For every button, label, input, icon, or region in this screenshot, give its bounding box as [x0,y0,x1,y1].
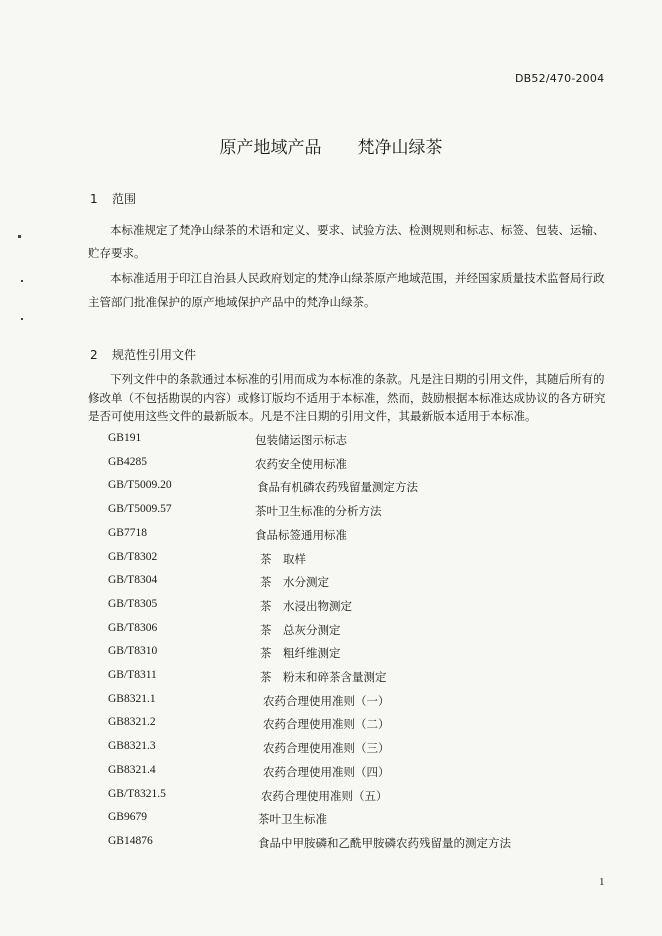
reference-code: GB4285 [108,456,147,468]
reference-code: GB7718 [108,527,147,539]
reference-title: 茶 取样 [260,552,306,566]
reference-code: GB/T8302 [108,551,158,563]
section-1-title: 范围 [112,192,137,206]
reference-title: 茶 粉末和碎茶含量测定 [260,670,387,684]
scan-speck [21,280,23,282]
title-part-1: 原产地域产品 [219,138,322,158]
section-2-title: 规范性引用文件 [112,348,197,362]
reference-code: GB9679 [108,811,147,823]
s1-para2-line1: 本标准适用于印江自治县人民政府划定的梵净山绿茶原产地域范围，并经国家质量技术监督局行政 [110,271,605,285]
reference-title: 农药合理使用准则（一） [263,694,390,708]
reference-title: 农药合理使用准则（三） [263,741,390,755]
reference-title: 农药合理使用准则（二） [263,717,390,731]
reference-code: GB14876 [108,835,153,847]
standard-number: DB52/470-2004 [515,72,605,85]
reference-title: 农药合理使用准则（五） [261,789,388,803]
reference-title: 农药安全使用标准 [255,457,347,471]
section-1-number: 1 [90,192,98,206]
s1-para1-line2: 贮存要求。 [88,246,146,260]
s1-para1-line1: 本标准规定了梵净山绿茶的术语和定义、要求、试验方法、检测规则和标志、标签、包装、运输、 [110,223,605,237]
reference-title: 食品标签通用标准 [255,528,347,542]
reference-code: GB/T5009.20 [108,479,172,491]
section-2-number: 2 [90,348,98,362]
s2-intro-line1: 下列文件中的条款通过本标准的引用而成为本标准的条款。凡是注日期的引用文件，其随后所有的 [110,372,605,386]
s2-intro-line3: 是否可使用这些文件的最新版本。凡是不注日期的引用文件，其最新版本适用于本标准。 [88,409,537,423]
reference-title: 食品中甲胺磷和乙酰甲胺磷农药残留量的测定方法 [258,836,511,850]
reference-title: 食品有机磷农药残留量测定方法 [257,480,418,494]
reference-title: 茶 水浸出物测定 [260,599,352,613]
reference-title: 茶叶卫生标准的分析方法 [255,504,382,518]
section-2-heading [90,346,196,363]
s2-intro-line2: 修改单（不包括勘误的内容）或修订版均不适用于本标准，然而，鼓励根据本标准达成协议的各方研究 [88,391,606,405]
reference-code: GB/T8310 [108,645,158,657]
scan-speck [18,235,21,238]
reference-code: GB191 [108,432,142,444]
title-part-2: 梵净山绿茶 [357,138,443,158]
s1-para2-line2: 主管部门批准保护的原产地域保护产品中的梵净山绿茶。 [88,295,376,309]
reference-title: 包装储运图示标志 [255,433,347,447]
reference-code: GB/T8311 [108,669,157,681]
reference-code: GB/T8304 [108,574,158,586]
reference-title: 茶叶卫生标准 [258,812,327,826]
reference-code: GB8321.1 [108,693,156,705]
reference-code: GB/T8305 [108,598,158,610]
reference-code: GB/T5009.57 [108,503,172,515]
reference-title: 茶 水分测定 [260,575,329,589]
scan-speck [21,318,23,320]
reference-code: GB/T8321.5 [108,788,166,800]
section-1-heading [90,190,136,207]
reference-title: 农药合理使用准则（四） [263,765,390,779]
reference-code: GB8321.3 [108,740,156,752]
page-number: 1 [599,876,605,888]
reference-code: GB/T8306 [108,622,158,634]
reference-title: 茶 总灰分测定 [260,623,341,637]
reference-title: 茶 粗纤维测定 [260,646,341,660]
page-title [0,133,662,158]
reference-code: GB8321.2 [108,716,156,728]
reference-code: GB8321.4 [108,764,156,776]
